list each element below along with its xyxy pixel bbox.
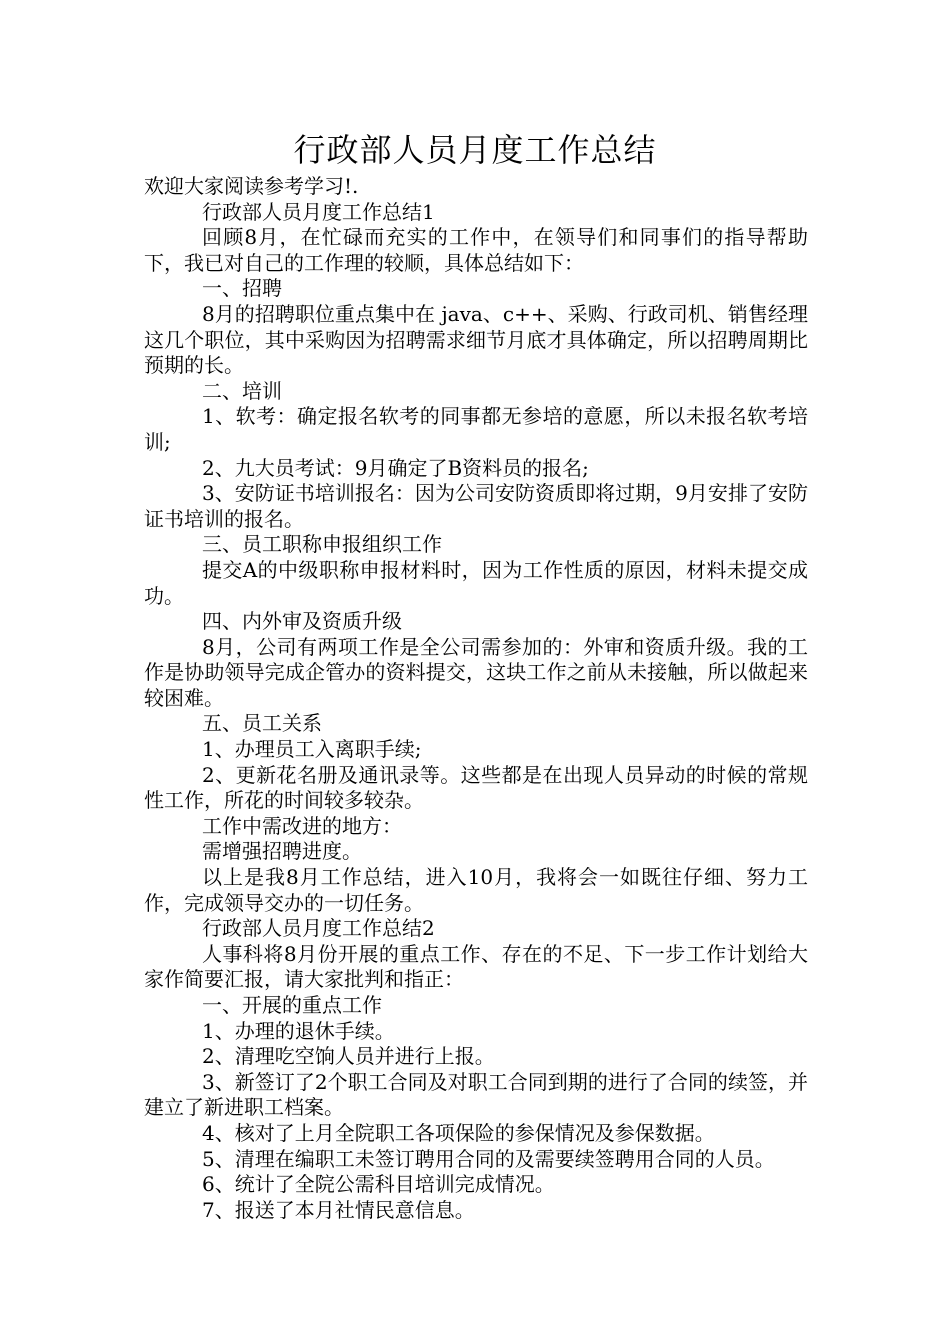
list-item: 1、软考：确定报名软考的同事都无参培的意愿，所以未报名软考培训; — [144, 404, 808, 454]
list-item: 2、更新花名册及通讯录等。这些都是在出现人员异动的时候的常规性工作，所花的时间较多较杂。 — [144, 762, 808, 813]
section-heading: 三、员工职称申报组织工作 — [202, 532, 442, 557]
document-title: 行政部人员月度工作总结 — [293, 131, 657, 169]
section-heading: 一、招聘 — [202, 276, 282, 301]
section-heading: 五、员工关系 — [202, 711, 322, 736]
list-item: 3、新签订了2个职工合同及对职工合同到期的进行了合同的续签，并建立了新进职工档案。 — [144, 1069, 808, 1120]
paragraph: 提交A的中级职称申报材料时，因为工作性质的原因，材料未提交成功。 — [144, 557, 808, 608]
list-item: 1、办理的退休手续。 — [202, 1018, 395, 1043]
document-body — [144, 174, 808, 1223]
list-item: 1、办理员工入离职手续; — [202, 737, 422, 762]
section-heading: 四、内外审及资质升级 — [202, 609, 402, 634]
section-heading: 行政部人员月度工作总结2 — [202, 916, 435, 941]
paragraph: 需增强招聘进度。 — [202, 839, 362, 864]
paragraph: 以上是我8月工作总结，进入10月，我将会一如既往仔细、努力工作，完成领导交办的一切任务。 — [144, 865, 808, 915]
list-item: 7、报送了本月社情民意信息。 — [202, 1197, 475, 1222]
section-heading: 行政部人员月度工作总结1 — [202, 199, 435, 224]
section-heading: 二、培训 — [202, 378, 282, 403]
paragraph: 8月的招聘职位重点集中在 java、c++、采购、行政司机、销售经理这几个职位，其中采购因为招聘需求细节月底才具体确定，所以招聘周期比预期的长。 — [144, 301, 808, 378]
paragraph: 回顾8月，在忙碌而充实的工作中，在领导们和同事们的指导帮助下，我已对自己的工作理的较顺，具体总结如下： — [144, 225, 808, 275]
list-item: 2、九大员考试：9月确定了B资料员的报名; — [202, 455, 589, 480]
list-item: 6、统计了全院公需科目培训完成情况。 — [202, 1172, 555, 1197]
list-item: 4、核对了上月全院职工各项保险的参保情况及参保数据。 — [202, 1120, 715, 1145]
section-heading: 一、开展的重点工作 — [202, 993, 382, 1017]
list-item: 2、清理吃空饷人员并进行上报。 — [202, 1044, 495, 1069]
list-item: 5、清理在编职工未签订聘用合同的及需要续签聘用合同的人员。 — [202, 1146, 775, 1171]
paragraph: 工作中需改进的地方： — [202, 813, 402, 838]
intro-paragraph: 欢迎大家阅读参考学习!. — [144, 174, 359, 198]
list-item: 3、安防证书培训报名：因为公司安防资质即将过期，9月安排了安防证书培训的报名。 — [144, 481, 808, 531]
paragraph: 8月，公司有两项工作是全公司需参加的：外审和资质升级。我的工作是协助领导完成企管办的资料提交，这块工作之前从未接触，所以做起来较困难。 — [144, 634, 808, 710]
paragraph: 人事科将8月份开展的重点工作、存在的不足、下一步工作计划给大家作简要汇报，请大家批判和指正： — [144, 941, 808, 992]
